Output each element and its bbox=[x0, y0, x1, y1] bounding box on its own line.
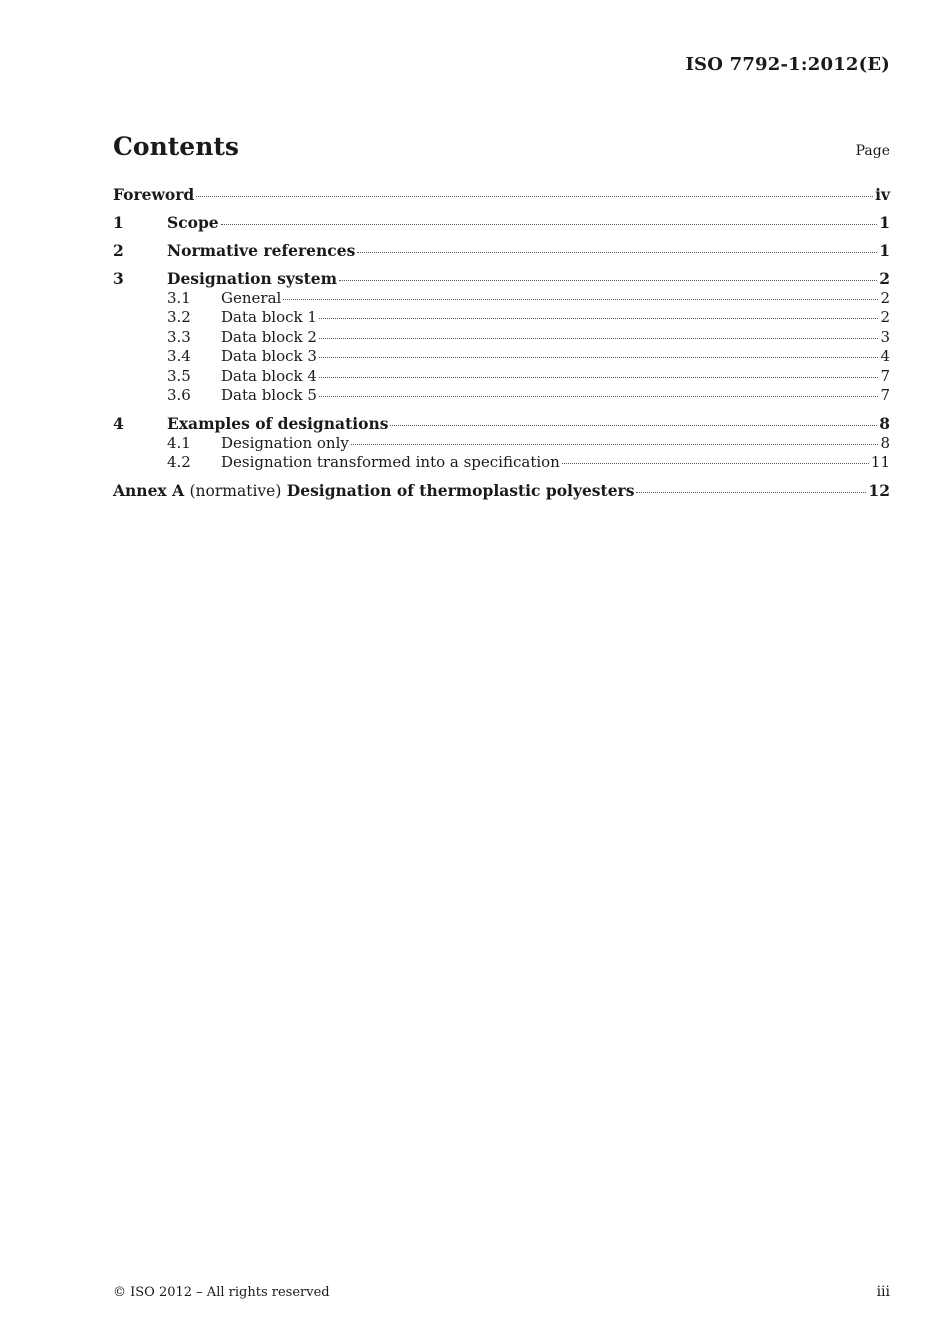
toc-entry-title[interactable]: Data block 2 bbox=[221, 327, 317, 346]
toc-entry-number: 3.2 bbox=[167, 308, 191, 326]
toc-entry-data-block-1[interactable] bbox=[113, 308, 890, 328]
dot-leader bbox=[390, 425, 877, 426]
toc-entry-title[interactable]: Data block 3 bbox=[221, 347, 317, 365]
dot-leader bbox=[319, 357, 879, 358]
toc-entry-designation-specification[interactable] bbox=[113, 453, 890, 473]
toc-entry-title[interactable]: Scope bbox=[167, 213, 219, 232]
toc-entry-title[interactable] bbox=[113, 481, 634, 500]
page-column-label: Page bbox=[855, 143, 890, 159]
copyright-notice: © ISO 2012 – All rights reserved bbox=[113, 1285, 330, 1300]
toc-entry-normative-references[interactable] bbox=[113, 241, 890, 261]
toc-entry-designation-only[interactable] bbox=[113, 434, 890, 454]
dot-leader bbox=[319, 338, 879, 339]
toc-entry-number: 3 bbox=[113, 269, 124, 288]
toc-entry-page: 11 bbox=[870, 453, 890, 471]
dot-leader bbox=[339, 280, 877, 281]
toc-entry-number: 3.6 bbox=[167, 386, 191, 404]
toc-entry-page: 8 bbox=[879, 414, 890, 433]
toc-entry-title[interactable]: Foreword bbox=[113, 185, 195, 204]
dot-leader bbox=[357, 252, 877, 253]
toc-entry-title[interactable]: Data block 4 bbox=[221, 366, 317, 385]
toc-entry-number: 2 bbox=[113, 241, 124, 260]
toc-entry-number: 1 bbox=[113, 213, 124, 232]
toc-entry-number: 4.2 bbox=[167, 453, 191, 471]
toc-entry-page: 12 bbox=[868, 481, 890, 500]
document-code: ISO 7792-1:2012(E) bbox=[685, 54, 890, 75]
dot-leader bbox=[283, 299, 878, 300]
toc-entry-data-block-5[interactable] bbox=[113, 386, 890, 406]
toc-entry-foreword[interactable] bbox=[113, 185, 890, 205]
dot-leader bbox=[351, 444, 879, 445]
toc-entry-title[interactable]: Designation only bbox=[221, 433, 349, 452]
toc-entry-annex-a[interactable] bbox=[113, 481, 890, 501]
toc-entry-page: 1 bbox=[879, 213, 890, 232]
toc-entry-number: 3.4 bbox=[167, 347, 191, 365]
contents-heading: Contents bbox=[113, 132, 240, 161]
dot-leader bbox=[319, 396, 879, 397]
toc-entry-title[interactable]: General bbox=[221, 288, 282, 307]
toc-entry-data-block-3[interactable] bbox=[113, 347, 890, 367]
dot-leader bbox=[319, 377, 879, 378]
toc-entry-title[interactable]: Examples of designations bbox=[167, 414, 389, 433]
toc-entry-title[interactable]: Data block 5 bbox=[221, 386, 317, 404]
toc-entry-scope[interactable] bbox=[113, 213, 890, 233]
toc-entry-title[interactable]: Designation system bbox=[167, 269, 338, 288]
toc-entry-page: 4 bbox=[880, 347, 890, 365]
toc-entry-page: 7 bbox=[880, 386, 890, 404]
toc-entry-page: 8 bbox=[880, 433, 890, 452]
annex-type: (normative) bbox=[189, 482, 282, 500]
toc-entry-general[interactable] bbox=[113, 289, 890, 309]
dot-leader bbox=[221, 224, 878, 225]
toc-entry-title[interactable]: Data block 1 bbox=[221, 308, 317, 326]
toc-entry-page: 2 bbox=[879, 269, 890, 288]
toc-entry-number: 3.3 bbox=[167, 327, 191, 346]
toc-entry-page: 3 bbox=[880, 327, 890, 346]
toc-entry-title[interactable]: Designation transformed into a specification bbox=[221, 453, 560, 471]
annex-label: Annex A bbox=[113, 481, 185, 500]
toc-entry-data-block-4[interactable] bbox=[113, 367, 890, 387]
toc-entry-number: 3.5 bbox=[167, 366, 191, 385]
toc-entry-page: 2 bbox=[880, 308, 890, 326]
toc-entry-designation-system[interactable] bbox=[113, 269, 890, 289]
toc-entry-number: 4 bbox=[113, 414, 124, 433]
toc-entry-page: iv bbox=[875, 185, 890, 204]
toc-entry-page: 2 bbox=[880, 288, 890, 307]
toc-entry-page: 7 bbox=[880, 366, 890, 385]
dot-leader bbox=[562, 463, 869, 464]
annex-title: Designation of thermoplastic polyesters bbox=[286, 481, 635, 500]
toc-entry-page: 1 bbox=[879, 241, 890, 260]
dot-leader bbox=[636, 492, 866, 493]
toc-entry-title[interactable]: Normative references bbox=[167, 241, 356, 260]
dot-leader bbox=[319, 318, 879, 319]
page-number: iii bbox=[876, 1284, 890, 1300]
table-of-contents bbox=[113, 185, 890, 501]
toc-entry-data-block-2[interactable] bbox=[113, 328, 890, 348]
toc-entry-number: 4.1 bbox=[167, 433, 191, 452]
toc-entry-number: 3.1 bbox=[167, 288, 191, 307]
toc-entry-examples-of-designations[interactable] bbox=[113, 414, 890, 434]
dot-leader bbox=[196, 196, 873, 197]
